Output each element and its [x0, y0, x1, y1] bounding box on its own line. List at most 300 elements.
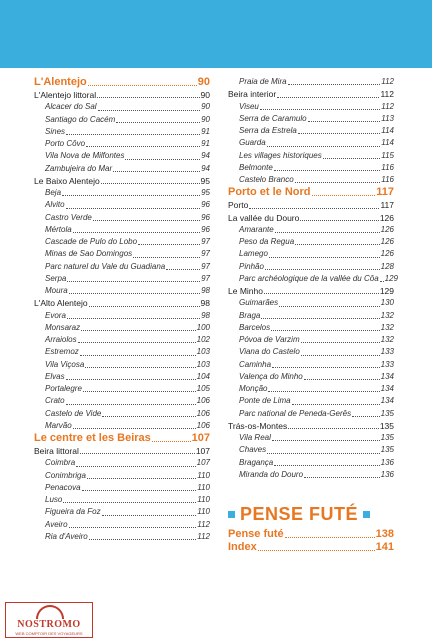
- dot-leader: [86, 146, 200, 147]
- toc-title: Vila Nova de Milfontes: [45, 151, 125, 161]
- toc-page-number: 106: [196, 420, 210, 430]
- toc-page-number: 112: [380, 89, 394, 100]
- toc-page-number: 100: [196, 322, 210, 332]
- toc-item[interactable]: [228, 359, 394, 371]
- toc-title: Valença do Minho: [239, 371, 303, 381]
- toc-page-number: 90: [197, 76, 210, 88]
- toc-page-number: 96: [201, 224, 210, 234]
- toc-title: Alvito: [45, 200, 65, 210]
- toc-title: Les villages historiques: [239, 150, 322, 160]
- toc-title: Bragança: [239, 457, 274, 467]
- toc-item[interactable]: [228, 322, 394, 334]
- toc-item[interactable]: [34, 248, 210, 260]
- toc-page-number: 104: [196, 371, 210, 381]
- toc-title: Estremoz: [45, 347, 79, 357]
- dot-leader: [288, 428, 379, 429]
- dot-leader: [93, 220, 200, 221]
- toc-title: Beira littoral: [34, 446, 79, 456]
- toc-page-number: 107: [195, 446, 210, 456]
- toc-title: Santiago do Cacém: [45, 114, 116, 124]
- toc-page-number: 90: [200, 90, 210, 100]
- toc-page-number: 97: [201, 249, 210, 259]
- dot-leader: [113, 171, 200, 172]
- toc-page-number: 112: [197, 531, 210, 541]
- dot-leader: [265, 269, 380, 270]
- dot-leader: [312, 195, 376, 196]
- toc-item[interactable]: [34, 310, 210, 322]
- toc-item[interactable]: [228, 261, 394, 273]
- toc-page-number: 135: [380, 433, 394, 442]
- toc-title: Guimarães: [239, 298, 279, 308]
- toc-title: Arraiolos: [45, 335, 77, 344]
- toc-item[interactable]: [34, 322, 210, 334]
- dot-leader: [258, 550, 375, 551]
- toc-page-number: 106: [196, 408, 210, 418]
- toc-item[interactable]: [34, 359, 210, 371]
- dot-leader: [304, 477, 380, 478]
- toc-title: Pense futé: [228, 528, 284, 540]
- pense-fute-title: PENSE FUTÉ: [240, 503, 359, 524]
- toc-column-right: [228, 76, 399, 481]
- toc-page-number: 106: [196, 396, 210, 406]
- toc-title: Barcelos: [239, 322, 271, 332]
- toc-title: Moura: [45, 286, 68, 295]
- toc-column-left: [34, 76, 210, 543]
- toc-page-number: 136: [380, 469, 394, 479]
- dot-leader: [83, 391, 196, 392]
- toc-section[interactable]: [34, 432, 210, 445]
- toc-title: Caminha: [239, 359, 272, 369]
- dot-leader: [274, 465, 379, 466]
- toc-page-number: 113: [381, 113, 394, 123]
- dot-leader: [301, 355, 380, 356]
- toc-item[interactable]: [34, 273, 210, 285]
- toc-item[interactable]: [228, 224, 394, 236]
- dot-leader: [63, 502, 196, 503]
- toc-title: Pinhão: [239, 261, 264, 271]
- toc-title: Praia de Mira: [239, 77, 287, 86]
- toc-title: Monsaraz: [45, 322, 81, 332]
- dot-leader: [102, 416, 195, 417]
- toc-page-number: 103: [196, 347, 210, 357]
- dot-leader: [249, 208, 379, 209]
- toc-page-number: 98: [200, 298, 210, 309]
- toc-title: Sines: [45, 126, 66, 136]
- dot-leader: [116, 122, 200, 123]
- toc-title: Crato: [45, 396, 65, 406]
- toc-page-number: 134: [380, 371, 394, 381]
- dot-leader: [323, 158, 381, 159]
- toc-page-number: 132: [380, 335, 394, 344]
- dot-leader: [267, 453, 380, 454]
- toc-title: Conimbriga: [45, 470, 86, 480]
- toc-item[interactable]: [34, 346, 210, 358]
- square-bullet-icon: [228, 511, 235, 518]
- dot-leader: [67, 281, 200, 282]
- toc-title: Penacova: [45, 482, 81, 492]
- toc-item[interactable]: [34, 236, 210, 248]
- toc-page-number: 135: [379, 420, 394, 431]
- toc-page-number: 110: [197, 482, 210, 492]
- dot-leader: [166, 269, 200, 270]
- dot-leader: [269, 257, 380, 258]
- toc-page-number: 114: [381, 138, 394, 148]
- toc-item[interactable]: [228, 125, 394, 137]
- toc-page-number: 90: [201, 102, 210, 112]
- toc-subsection[interactable]: [34, 89, 210, 101]
- dot-leader: [285, 537, 375, 538]
- toc-title: Porto et le Nord: [228, 186, 311, 199]
- toc-title: Portalegre: [45, 384, 82, 393]
- toc-item[interactable]: [34, 199, 210, 211]
- toc-item[interactable]: [228, 137, 394, 149]
- dot-leader: [76, 466, 195, 467]
- toc-title: Le Baixo Alentejo: [34, 175, 100, 186]
- toc-item[interactable]: [34, 482, 210, 494]
- toc-item[interactable]: [228, 334, 394, 346]
- toc-item[interactable]: [34, 457, 210, 469]
- toc-section[interactable]: [228, 541, 394, 554]
- toc-title: Parc national de Peneda-Gerês: [239, 408, 352, 418]
- dot-leader: [88, 85, 197, 86]
- toc-item[interactable]: [34, 285, 210, 297]
- toc-title: Ponte de Lima: [239, 396, 291, 406]
- toc-title: Parc naturel du Vale du Guadiana: [45, 261, 166, 271]
- toc-title: Braga: [239, 310, 261, 320]
- toc-item[interactable]: [34, 224, 210, 236]
- toc-item[interactable]: [34, 114, 210, 126]
- toc-page-number: 91: [201, 126, 210, 136]
- dot-leader: [279, 306, 380, 307]
- toc-page-number: 134: [380, 384, 394, 393]
- toc-title: Luso: [45, 495, 63, 504]
- toc-title: Beira interior: [228, 89, 277, 100]
- toc-item[interactable]: [228, 162, 394, 174]
- toc-page-number: 132: [380, 310, 394, 320]
- toc-title: Miranda do Douro: [239, 469, 304, 479]
- dot-leader: [81, 330, 196, 331]
- toc-item[interactable]: [228, 236, 394, 248]
- toc-page-number: 129: [384, 273, 399, 283]
- dot-leader: [352, 416, 380, 417]
- toc-title: L'Alto Alentejo: [34, 298, 88, 309]
- dot-leader: [295, 244, 379, 245]
- toc-title: Index: [228, 541, 257, 553]
- toc-subsection[interactable]: [228, 199, 394, 211]
- toc-item[interactable]: [228, 113, 394, 125]
- dot-leader: [271, 330, 380, 331]
- toc-page-number: 136: [380, 457, 394, 467]
- dot-leader: [80, 355, 196, 356]
- toc-title: Vila Viçosa: [45, 359, 85, 369]
- toc-item[interactable]: [34, 519, 210, 531]
- toc-item[interactable]: [34, 420, 210, 432]
- toc-title: Viana do Castelo: [239, 347, 300, 357]
- toc-item[interactable]: [34, 531, 210, 543]
- toc-item[interactable]: [34, 494, 210, 506]
- toc-title: Mértola: [45, 224, 72, 234]
- toc-item[interactable]: [228, 371, 394, 383]
- toc-title: Parc archéologique de la vallée du Côa: [239, 273, 379, 283]
- toc-page-number: 116: [381, 162, 394, 172]
- toc-page-number: 112: [381, 101, 394, 111]
- toc-item[interactable]: [34, 371, 210, 383]
- toc-item[interactable]: [34, 212, 210, 224]
- toc-title: Marvão: [45, 420, 72, 430]
- toc-page-number: 138: [375, 528, 394, 540]
- toc-title: Evora: [45, 310, 66, 320]
- toc-item[interactable]: [34, 395, 210, 407]
- toc-page-number: 102: [196, 335, 210, 344]
- toc-page-number: 114: [381, 126, 394, 135]
- dot-leader: [98, 110, 201, 111]
- toc-item[interactable]: [228, 174, 394, 186]
- toc-page-number: 135: [380, 408, 394, 418]
- dot-leader: [66, 379, 196, 380]
- dot-leader: [267, 146, 381, 147]
- dot-leader: [138, 244, 200, 245]
- toc-page-number: 103: [196, 359, 210, 369]
- toc-item[interactable]: [228, 150, 394, 162]
- dot-leader: [102, 515, 197, 516]
- toc-item[interactable]: [34, 506, 210, 518]
- toc-page-number: 91: [201, 139, 210, 148]
- toc-title: Serra de Caramulo: [239, 113, 307, 123]
- toc-item[interactable]: [228, 469, 394, 481]
- dot-leader: [268, 391, 379, 392]
- toc-section[interactable]: [228, 528, 394, 541]
- toc-title: Le Minho: [228, 286, 263, 296]
- toc-page-number: 126: [379, 212, 394, 223]
- dot-leader: [261, 318, 379, 319]
- toc-title: Castelo de Vide: [45, 408, 102, 418]
- toc-title: Minas de Sao Domingos: [45, 249, 133, 259]
- toc-subsection[interactable]: [34, 297, 210, 309]
- toc-page-number: 97: [201, 237, 210, 246]
- dot-leader: [66, 404, 196, 405]
- toc-title: Castelo Branco: [239, 175, 294, 184]
- toc-title: Porto: [228, 200, 249, 211]
- toc-page-number: 133: [380, 347, 394, 357]
- logo-arc-icon: [36, 605, 64, 619]
- toc-title: Le centre et les Beiras: [34, 432, 151, 444]
- toc-item[interactable]: [228, 273, 399, 285]
- toc-item[interactable]: [228, 76, 394, 88]
- toc-page-number: 112: [381, 77, 394, 86]
- logo-name: NOSTROMO: [17, 619, 81, 630]
- dot-leader: [292, 404, 380, 405]
- toc-title: Elvas: [45, 371, 65, 381]
- toc-title: Cascade de Pulo do Lobo: [45, 237, 138, 246]
- toc-page-number: 112: [197, 519, 210, 529]
- toc-title: Serra da Estrela: [239, 126, 297, 135]
- toc-page-number: 97: [201, 273, 210, 283]
- toc-item[interactable]: [228, 457, 394, 469]
- toc-page-number: 94: [201, 163, 210, 173]
- dot-leader: [264, 293, 379, 294]
- dot-leader: [66, 134, 200, 135]
- toc-item[interactable]: [34, 408, 210, 420]
- toc-section[interactable]: [34, 76, 210, 89]
- toc-page-number: 116: [381, 175, 394, 184]
- toc-page-number: 135: [380, 445, 394, 455]
- toc-page-number: 110: [197, 470, 210, 480]
- toc-title: L'Alentejo: [34, 76, 87, 88]
- toc-page-number: 115: [381, 150, 394, 160]
- toc-title: Coimbra: [45, 458, 76, 468]
- dot-leader: [304, 379, 380, 380]
- toc-page-number: 126: [380, 224, 394, 234]
- toc-page-number: 98: [201, 310, 210, 320]
- toc-page-number: 94: [201, 151, 210, 161]
- toc-item[interactable]: [228, 408, 394, 420]
- toc-item[interactable]: [34, 150, 210, 162]
- toc-page-number: 95: [201, 188, 210, 197]
- toc-item[interactable]: [228, 297, 394, 309]
- toc-bottom-entries: [228, 528, 394, 554]
- toc-title: Chaves: [239, 445, 267, 455]
- dot-leader: [89, 306, 200, 307]
- toc-subsection[interactable]: [34, 175, 210, 187]
- toc-subsection[interactable]: [228, 212, 394, 224]
- dot-leader: [152, 441, 191, 442]
- toc-title: Aveiro: [45, 519, 68, 529]
- toc-page-number: 107: [196, 458, 210, 468]
- dot-leader: [125, 159, 200, 160]
- toc-subsection[interactable]: [34, 445, 210, 457]
- toc-title: L'Alentejo littoral: [34, 90, 97, 100]
- top-banner: [0, 0, 432, 68]
- toc-title: Amarante: [239, 224, 274, 234]
- toc-item[interactable]: [228, 432, 394, 444]
- dot-leader: [73, 428, 196, 429]
- toc-title: Beja: [45, 188, 62, 197]
- dot-leader: [298, 133, 380, 134]
- toc-title: Peso da Regua: [239, 237, 295, 246]
- logo-tagline: WEB COMPTOIR DES VOYAGEURS: [15, 631, 83, 636]
- toc-item[interactable]: [228, 310, 394, 322]
- toc-page-number: 105: [196, 384, 210, 393]
- dot-leader: [69, 293, 200, 294]
- toc-page-number: 95: [200, 175, 210, 186]
- toc-page-number: 117: [376, 186, 394, 199]
- toc-title: Lamego: [239, 249, 268, 259]
- dot-leader: [133, 257, 200, 258]
- dot-leader: [288, 84, 381, 85]
- toc-page-number: 134: [380, 396, 394, 406]
- toc-item[interactable]: [34, 138, 210, 150]
- square-bullet-icon: [363, 511, 370, 518]
- toc-page-number: 133: [380, 359, 394, 369]
- toc-subsection[interactable]: [228, 285, 394, 297]
- toc-item[interactable]: [34, 334, 210, 346]
- toc-title: Belmonte: [239, 162, 273, 172]
- toc-page-number: 110: [197, 507, 210, 517]
- toc-title: Vila Real: [239, 433, 271, 442]
- dot-leader: [301, 342, 380, 343]
- nostromo-logo: [5, 602, 93, 638]
- toc-title: Trás-os-Montes: [228, 420, 288, 431]
- toc-title: Ria d'Aveiro: [45, 531, 88, 541]
- toc-page-number: 90: [201, 114, 210, 124]
- toc-page-number: 129: [379, 286, 394, 296]
- toc-subsection[interactable]: [228, 88, 394, 100]
- toc-title: Serpa: [45, 273, 67, 283]
- toc-item[interactable]: [34, 261, 210, 273]
- dot-leader: [272, 367, 380, 368]
- toc-item[interactable]: [228, 101, 394, 113]
- dot-leader: [78, 342, 196, 343]
- toc-title: Guarda: [239, 138, 266, 148]
- toc-page-number: 110: [197, 495, 210, 504]
- toc-title: Viseu: [239, 101, 259, 111]
- toc-page-number: 96: [201, 200, 210, 210]
- dot-leader: [272, 440, 380, 441]
- toc-item[interactable]: [34, 383, 210, 395]
- dot-leader: [62, 195, 200, 196]
- toc-title: Monção: [239, 384, 268, 393]
- toc-item[interactable]: [228, 383, 394, 395]
- dot-leader: [97, 97, 199, 98]
- dot-leader: [67, 318, 200, 319]
- dot-leader: [308, 121, 381, 122]
- toc-title: Porto Côvo: [45, 139, 86, 148]
- toc-page-number: 98: [201, 286, 210, 295]
- toc-item[interactable]: [228, 346, 394, 358]
- pense-fute-heading: [228, 503, 394, 525]
- dot-leader: [80, 453, 195, 454]
- toc-title: Póvoa de Varzim: [239, 335, 300, 344]
- toc-title: La vallée du Douro: [228, 212, 300, 223]
- toc-title: Castro Verde: [45, 212, 92, 222]
- toc-title: Alcacer do Sal: [45, 102, 97, 112]
- dot-leader: [274, 170, 380, 171]
- dot-leader: [82, 490, 197, 491]
- dot-leader: [66, 208, 201, 209]
- dot-leader: [300, 220, 378, 221]
- dot-leader: [73, 232, 200, 233]
- toc-item[interactable]: [228, 395, 394, 407]
- toc-item[interactable]: [34, 101, 210, 113]
- dot-leader: [87, 478, 196, 479]
- toc-item[interactable]: [228, 444, 394, 456]
- toc-item[interactable]: [34, 187, 210, 199]
- toc-item[interactable]: [228, 248, 394, 260]
- toc-item[interactable]: [34, 126, 210, 138]
- dot-leader: [101, 183, 200, 184]
- toc-page-number: 132: [380, 322, 394, 332]
- dot-leader: [277, 97, 379, 98]
- toc-page-number: 130: [380, 298, 394, 308]
- toc-page-number: 107: [191, 432, 210, 444]
- toc-page-number: 126: [380, 237, 394, 246]
- toc-page-number: 126: [380, 249, 394, 259]
- dot-leader: [380, 281, 384, 282]
- dot-leader: [85, 367, 195, 368]
- dot-leader: [69, 527, 197, 528]
- dot-leader: [89, 539, 197, 540]
- toc-page-number: 128: [380, 261, 394, 271]
- toc-subsection[interactable]: [228, 420, 394, 432]
- toc-page-number: 97: [201, 261, 210, 271]
- dot-leader: [260, 109, 380, 110]
- dot-leader: [275, 232, 380, 233]
- toc-section[interactable]: [228, 186, 394, 199]
- toc-item[interactable]: [34, 470, 210, 482]
- toc-title: Figueira da Foz: [45, 507, 101, 517]
- toc-page-number: 117: [380, 200, 394, 211]
- toc-item[interactable]: [34, 163, 210, 175]
